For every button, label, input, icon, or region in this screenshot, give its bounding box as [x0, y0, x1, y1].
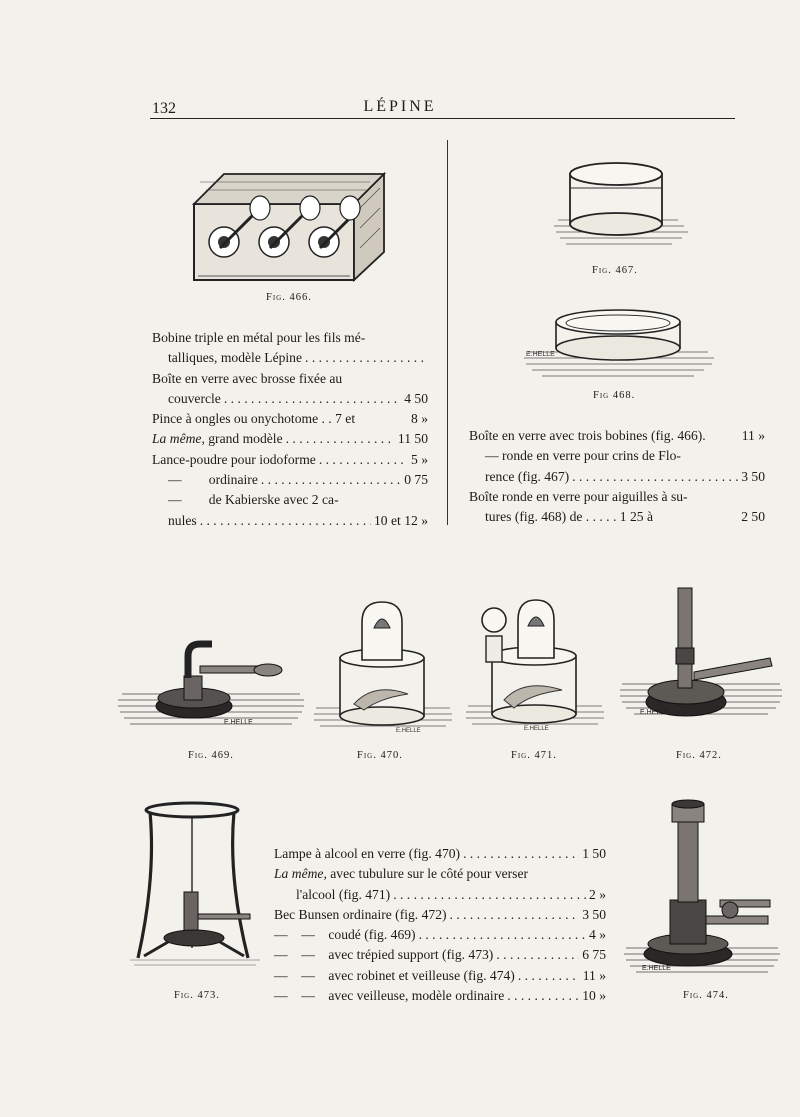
list-item: — — avec veilleuse, modèle ordinaire . . . 10 »: [274, 986, 606, 1006]
engraver-signature-468: E.HELLE: [526, 351, 555, 358]
engraver-signature-471: E.HELLE: [524, 726, 549, 732]
engraver-signature-474: E.HELLE: [642, 965, 671, 972]
list-item: — — avec trépied support (fig. 473) . . . 6 75: [274, 945, 606, 965]
illustration-alcohol-lamp: [310, 598, 455, 736]
bottom-price-list: [274, 844, 606, 1006]
illustration-tripod-burner: [130, 798, 264, 974]
list-item: rence (fig. 467) . . . 3 50: [469, 467, 765, 487]
list-item: — ordinaire . . . 0 75: [152, 470, 428, 490]
illustration-bobbin-box: [190, 168, 388, 286]
illustration-burner-with-tap: [622, 798, 782, 982]
list-item: Boîte en verre avec trois bobines (fig. 466). 11 »: [469, 428, 765, 443]
illustration-alcohol-lamp-tubulure: [464, 592, 606, 736]
right-price-list: [469, 426, 765, 527]
list-item: Lampe à alcool en verre (fig. 470) . . . 1 50: [274, 844, 606, 864]
list-item: l'alcool (fig. 471) . . . 2 »: [274, 885, 606, 905]
figure-caption-473: Fig. 473.: [174, 990, 220, 1001]
list-item: Lance-poudre pour iodoforme . . . 5 »: [152, 450, 428, 470]
list-item: Boîte ronde en verre pour aiguilles à su-: [469, 488, 688, 504]
page-number: 132: [152, 100, 176, 117]
list-item: — de Kabierske avec 2 ca-: [168, 492, 339, 508]
list-item: talliques, modèle Lépine . . .: [152, 348, 428, 368]
list-item: Bec Bunsen ordinaire (fig. 472) . . . 3 50: [274, 905, 606, 925]
list-item: La même, avec tubulure sur le côté pour verser: [274, 866, 529, 882]
engraver-signature-470: E.HELLE: [396, 728, 421, 734]
page-title: LÉPINE: [363, 98, 437, 115]
list-item: — — avec robinet et veilleuse (fig. 474) . . . 11 »: [274, 966, 606, 986]
illustration-bent-burner: [116, 636, 306, 736]
list-item: — ronde en verre pour crins de Flo-: [485, 448, 681, 464]
figure-caption-468: Fig 468.: [593, 390, 636, 401]
list-item: Boîte en verre avec brosse fixée au: [152, 370, 343, 386]
illustration-flat-dish: [518, 302, 718, 388]
list-item: La même, grand modèle . . . 11 50: [152, 429, 428, 449]
illustration-bunsen-burner: [618, 584, 784, 734]
figure-caption-469: Fig. 469.: [188, 750, 234, 761]
figure-caption-471: Fig. 471.: [511, 750, 557, 761]
figure-caption-466: Fig. 466.: [266, 292, 312, 303]
figure-caption-474: Fig. 474.: [683, 990, 729, 1001]
figure-caption-467: Fig. 467.: [592, 265, 638, 276]
header-rule: [150, 118, 735, 119]
list-item: — — coudé (fig. 469) . . . 4 »: [274, 925, 606, 945]
engraver-signature-472: E.HELLE: [640, 709, 669, 716]
list-item: Bobine triple en métal pour les fils mé-: [152, 330, 366, 345]
engraver-signature-469: E.HELLE: [224, 719, 253, 726]
list-item: couvercle . . . 4 50: [152, 389, 428, 409]
figure-caption-470: Fig. 470.: [357, 750, 403, 761]
list-item: Pince à ongles ou onychotome . . 7 et 8 »: [152, 411, 428, 427]
list-item: nules . . . 10 et 12 »: [152, 511, 428, 531]
illustration-round-jar: [548, 158, 698, 258]
column-divider: [447, 140, 448, 525]
figure-caption-472: Fig. 472.: [676, 750, 722, 761]
left-price-list: [152, 328, 428, 531]
list-item: tures (fig. 468) de . . . . . 1 25 à 2 50: [485, 509, 765, 525]
